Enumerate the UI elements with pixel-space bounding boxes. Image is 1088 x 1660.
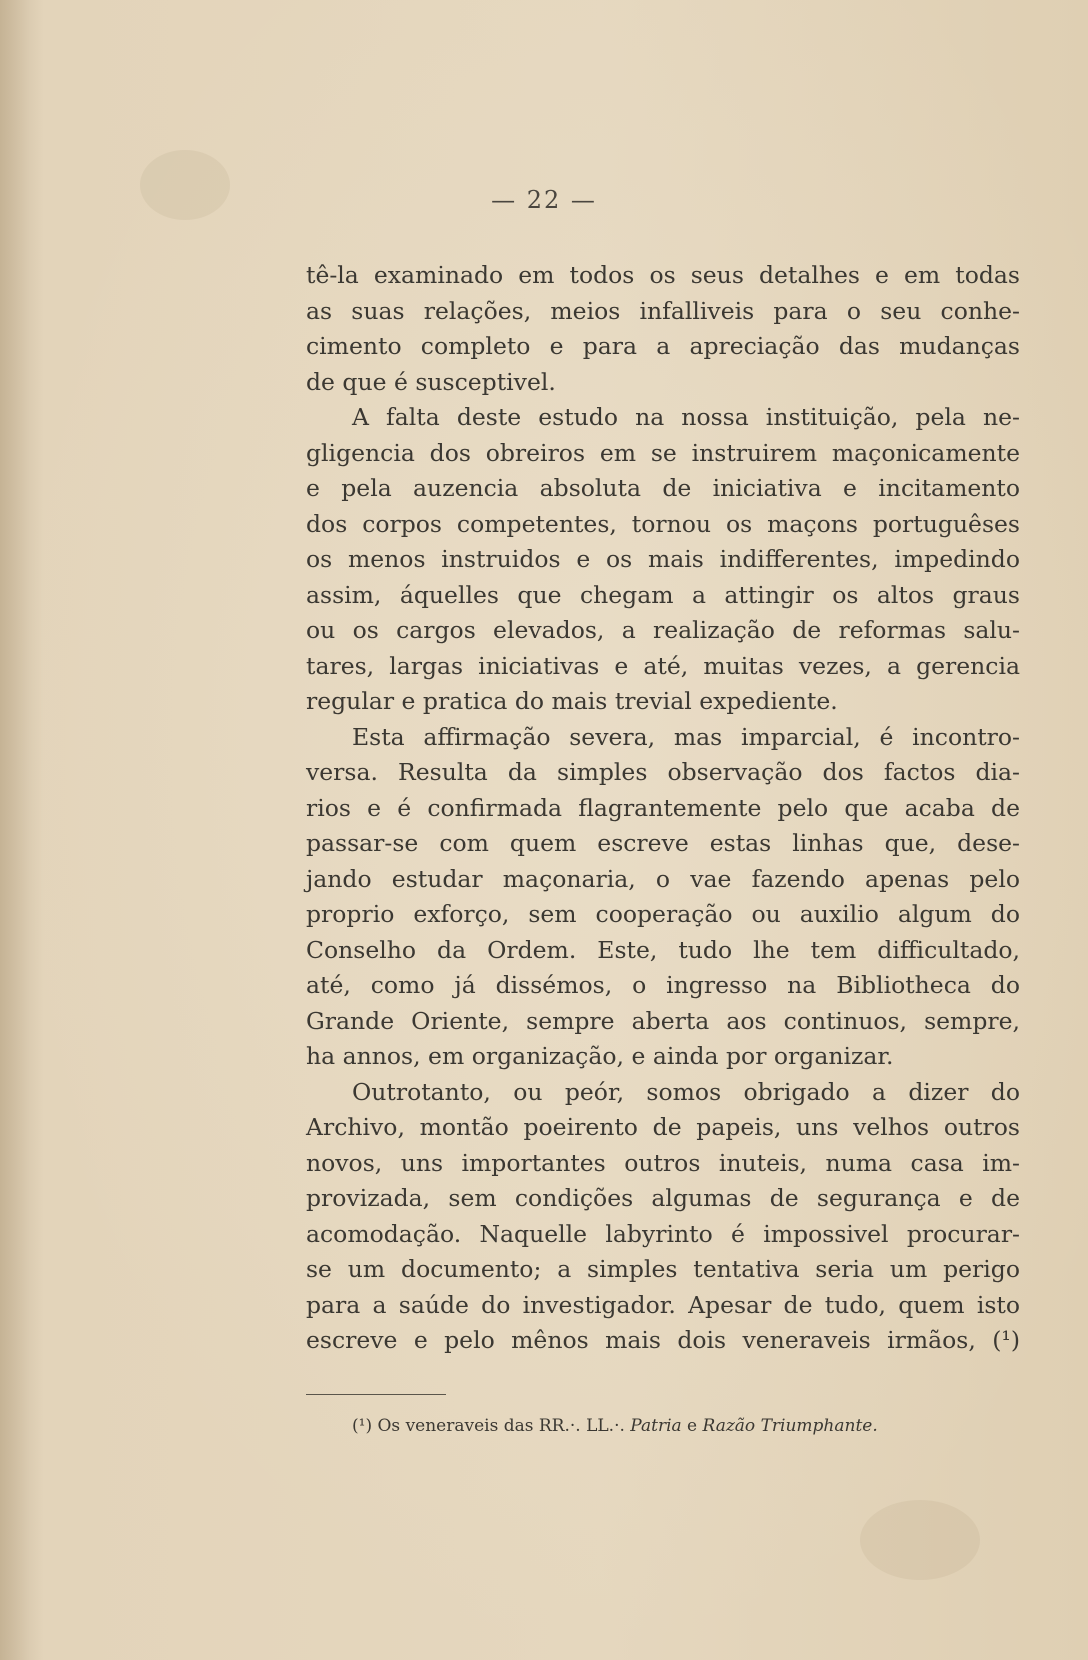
body-text xyxy=(306,258,1020,1359)
text-line: assim, áquelles que chegam a attingir os altos graus xyxy=(306,580,1020,609)
text-line: provizada, sem condições algumas de segurança e de xyxy=(306,1184,1020,1212)
text-line: Conselho da Ordem. Este, tudo lhe tem difficultado, xyxy=(306,935,1020,964)
text-line: cimento completo e para a apreciação das mudanças xyxy=(306,332,1020,360)
text-line: novos, uns importantes outros inuteis, numa casa im- xyxy=(306,1148,1020,1177)
text-line: e pela auzencia absoluta de iniciativa e incitamento xyxy=(306,474,1020,502)
text-line: ha annos, em organização, e ainda por organizar. xyxy=(306,1042,894,1070)
text-line: acomodação. Naquelle labyrinto é impossivel procurar- xyxy=(306,1219,1020,1248)
paper-stain xyxy=(860,1500,980,1580)
text-line: as suas relações, meios infalliveis para o seu conhe- xyxy=(306,296,1020,325)
footnote-lodge-name: Razão Triumphante. xyxy=(702,1416,878,1436)
text-line: Outrotanto, ou peór, somos obrigado a dizer do xyxy=(352,1077,1020,1106)
text-line: jando estudar maçonaria, o vae fazendo apenas pelo xyxy=(306,864,1020,893)
text-line: A falta deste estudo na nossa instituição, pela ne- xyxy=(352,403,1020,431)
text-line: para a saúde do investigador. Apesar de tudo, quem isto xyxy=(306,1290,1020,1319)
text-line: de que é susceptivel. xyxy=(306,367,556,396)
text-line: até, como já dissémos, o ingresso na Bibliotheca do xyxy=(306,971,1020,999)
text-line: proprio exforço, sem cooperação ou auxilio algum do xyxy=(306,900,1020,928)
footnote-lodge-name: Patria xyxy=(630,1416,682,1436)
footnote-divider xyxy=(306,1394,446,1395)
text-line: Archivo, montão poeirento de papeis, uns velhos outros xyxy=(306,1113,1020,1141)
text-line: tares, largas iniciativas e até, muitas vezes, a gerencia xyxy=(306,651,1020,680)
footnote-marker: (¹) xyxy=(352,1416,373,1436)
footnote xyxy=(352,1414,878,1438)
text-line: Grande Oriente, sempre aberta aos continuos, sempre, xyxy=(306,1006,1020,1035)
text-line: se um documento; a simples tentativa seria um perigo xyxy=(306,1255,1020,1283)
text-line: passar-se com quem escreve estas linhas que, dese- xyxy=(306,829,1020,857)
text-line: rios e é confirmada flagrantemente pelo que acaba de xyxy=(306,793,1020,822)
footnote-conjunction: e xyxy=(687,1416,698,1436)
text-line: dos corpos competentes, tornou os maçons portuguêses xyxy=(306,509,1020,538)
text-line: gligencia dos obreiros em se instruirem maçonicamente xyxy=(306,438,1020,467)
page-number: — 22 — xyxy=(491,186,597,214)
text-line: os menos instruidos e os mais indifferentes, impedindo xyxy=(306,545,1020,573)
text-line: tê-la examinado em todos os seus detalhes e em todas xyxy=(306,261,1020,289)
text-line: Esta affirmação severa, mas imparcial, é incontro- xyxy=(352,722,1020,751)
text-line: regular e pratica do mais trevial expediente. xyxy=(306,687,838,715)
text-line: ou os cargos elevados, a realização de reformas salu- xyxy=(306,616,1020,644)
footnote-text: Os veneraveis das RR.·. LL.·. xyxy=(377,1416,625,1436)
text-line: versa. Resulta da simples observação dos factos dia- xyxy=(306,758,1020,786)
page-edge-shadow xyxy=(0,0,44,1660)
text-line: escreve e pelo mênos mais dois veneraveis irmãos, (¹) xyxy=(306,1326,1020,1354)
